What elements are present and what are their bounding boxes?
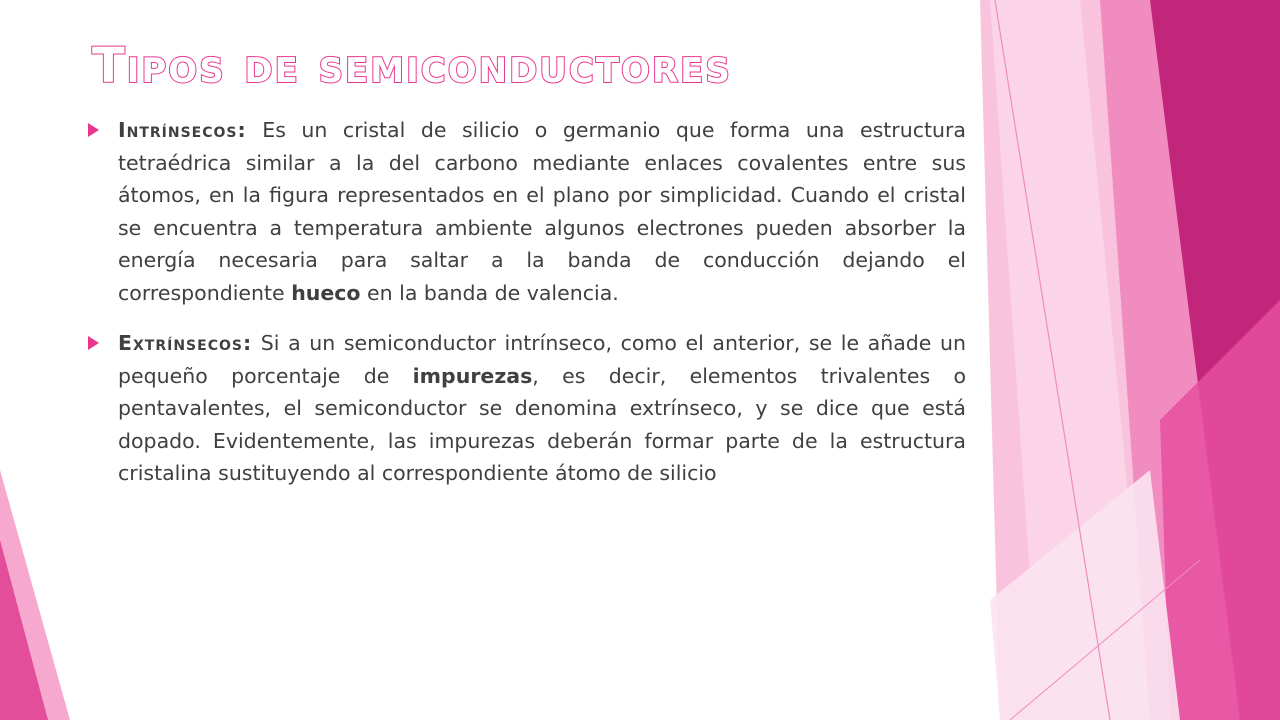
bullet-extrinsecos bbox=[88, 327, 966, 490]
triangle-bullet-icon bbox=[88, 336, 99, 350]
bullet-text bbox=[118, 327, 966, 490]
bullet-body-end: en la banda de valencia. bbox=[360, 280, 619, 305]
bullet-intrinsecos bbox=[88, 114, 966, 309]
bullet-emphasis: impurezas bbox=[412, 363, 533, 388]
bullet-emphasis: hueco bbox=[291, 280, 361, 305]
slide-content bbox=[88, 114, 966, 490]
bullet-body-end: , es decir, elementos trivalentes o pentavalentes, el semiconductor se denomina extrínseco, y se dice que está dopado. Evidentemente, las impurezas deberán formar parte de la estructura cristalina sustituyendo al correspondiente átomo de silicio bbox=[118, 363, 966, 485]
bullet-body: Si a un semiconductor intrínseco, como el anterior, se le añade un pequeño porcentaje de bbox=[118, 331, 966, 388]
triangle-bullet-icon bbox=[88, 123, 99, 137]
bullet-body: Es un cristal de silicio o germanio que forma una estructura tetraédrica similar a la del carbono mediante enlaces covalentes entre sus átomos, en la figura representados en el plano por simplicidad. Cuando el cristal se encuentra a temperatura ambiente algunos electrones pueden absorber la energía necesaria para saltar a la banda de conducción dejando el correspondiente bbox=[118, 118, 966, 305]
bullet-term: Extrínsecos: bbox=[118, 331, 253, 355]
slide-title: Tipos de semiconductores bbox=[92, 38, 732, 94]
bullet-text bbox=[118, 114, 966, 309]
bullet-term: Intrínsecos: bbox=[118, 118, 247, 142]
